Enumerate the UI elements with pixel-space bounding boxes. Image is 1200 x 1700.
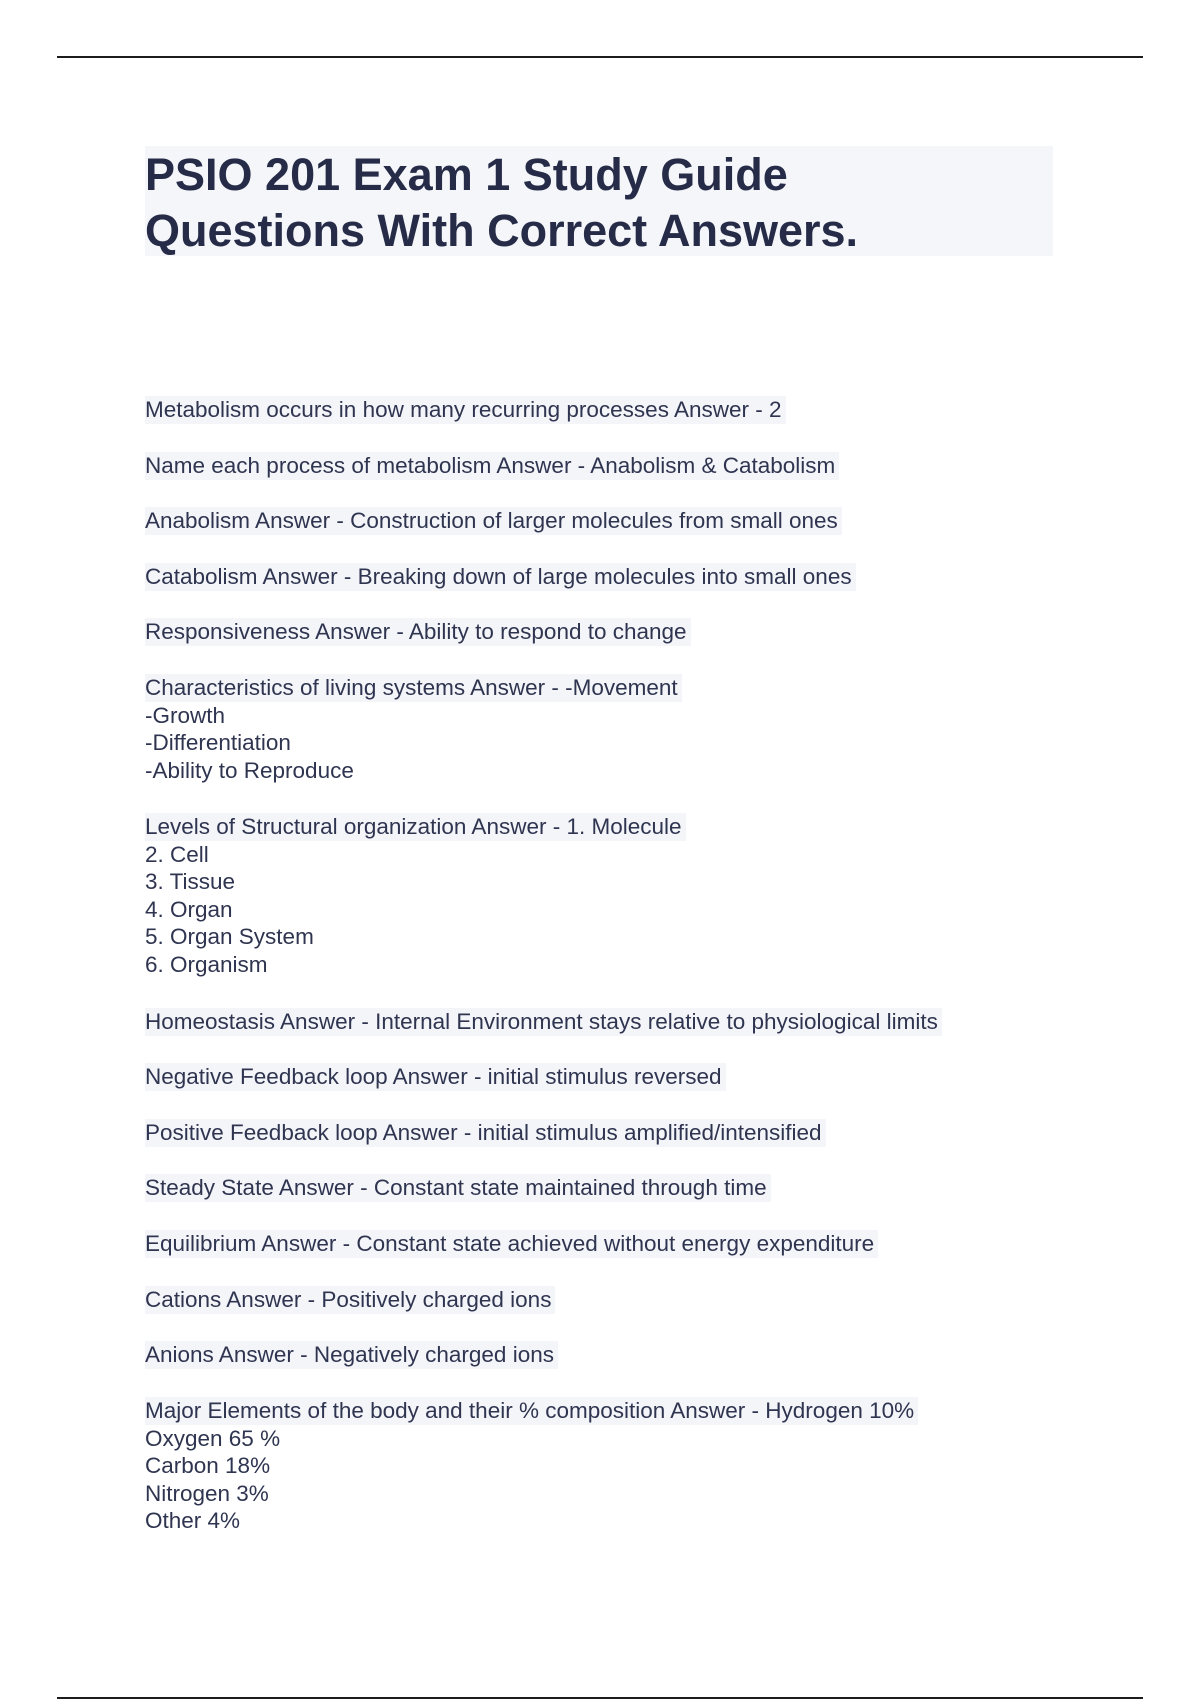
qa-line: Carbon 18% [145, 1453, 271, 1478]
qa-line: 3. Tissue [145, 869, 236, 894]
qa-line: Other 4% [145, 1508, 241, 1533]
qa-text: Responsiveness Answer - Ability to respond to change [145, 618, 691, 646]
qa-text: Levels of Structural organization Answer - 1. Molecule [145, 813, 686, 841]
qa-text: Characteristics of living systems Answer - -Movement [145, 674, 682, 702]
qa-item [145, 1341, 558, 1369]
qa-text: Major Elements of the body and their % composition Answer - Hydrogen 10% [145, 1397, 918, 1425]
qa-line: -Ability to Reproduce [145, 757, 354, 783]
top-rule [57, 56, 1143, 58]
qa-item [145, 507, 842, 535]
qa-text: Homeostasis Answer - Internal Environment stays relative to physiological limits [145, 1008, 942, 1036]
qa-text: Positive Feedback loop Answer - initial stimulus amplified/intensified [145, 1119, 826, 1147]
qa-line: 4. Organ [145, 896, 233, 922]
qa-text: Metabolism occurs in how many recurring processes Answer - 2 [145, 396, 786, 424]
qa-item [145, 1063, 726, 1091]
qa-item [145, 618, 691, 646]
qa-item [145, 1397, 918, 1535]
qa-line: 5. Organ System [145, 924, 314, 949]
qa-line: -Growth [145, 702, 226, 728]
qa-item [145, 1119, 826, 1147]
qa-item [145, 674, 682, 784]
qa-text: Negative Feedback loop Answer - initial stimulus reversed [145, 1063, 726, 1091]
bottom-rule [57, 1697, 1143, 1699]
qa-text: Catabolism Answer - Breaking down of large molecules into small ones [145, 563, 856, 591]
qa-text: Steady State Answer - Constant state maintained through time [145, 1174, 771, 1202]
qa-item [145, 1286, 555, 1314]
qa-item [145, 1008, 942, 1036]
qa-text: Anabolism Answer - Construction of larger molecules from small ones [145, 507, 842, 535]
qa-text: Name each process of metabolism Answer - Anabolism & Catabolism [145, 452, 839, 480]
title-line-1: PSIO 201 Exam 1 Study Guide [145, 149, 788, 200]
qa-text: Anions Answer - Negatively charged ions [145, 1341, 558, 1369]
qa-item [145, 452, 839, 480]
qa-line: 6. Organism [145, 951, 268, 977]
qa-line: 2. Cell [145, 841, 209, 867]
qa-item [145, 563, 856, 591]
document-title [145, 146, 1053, 256]
qa-item [145, 813, 686, 978]
qa-text: Cations Answer - Positively charged ions [145, 1286, 555, 1314]
qa-item [145, 1174, 771, 1202]
title-line-2: Questions With Correct Answers. [145, 205, 859, 256]
qa-item [145, 1230, 878, 1258]
qa-item [145, 396, 786, 424]
qa-line: Nitrogen 3% [145, 1480, 269, 1506]
qa-line: Oxygen 65 % [145, 1425, 281, 1451]
qa-text: Equilibrium Answer - Constant state achieved without energy expenditure [145, 1230, 878, 1258]
qa-line: -Differentiation [145, 730, 291, 755]
